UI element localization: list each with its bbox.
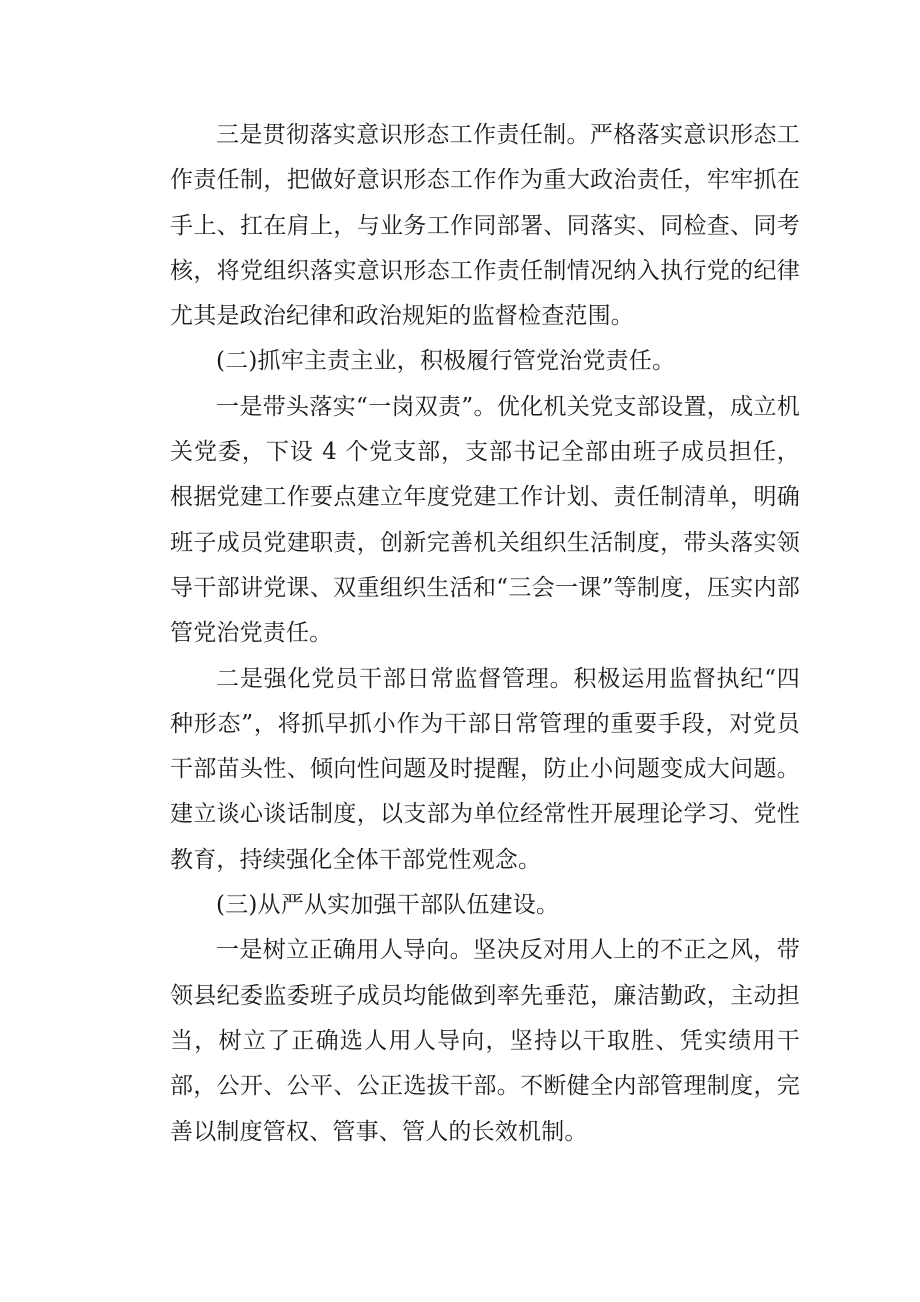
paragraph-employment-orientation: 一是树立正确用人导向。坚决反对用人上的不正之风，带领县纪委监委班子成员均能做到率先垂范，廉洁勤政，主动担当，树立了正确选人用人导向，坚持以干取胜、凭实绩用干部，公开、公平、公正选拔干部。不断健全内部管理制度，完善以制度管权、管事、管人的长效机制。 bbox=[170, 937, 800, 1145]
paragraph-one-post-two-duties: 一是带头落实“一岗双责”。优化机关党支部设置，成立机关党委，下设 4 个党支部，支部书记全部由班子成员担任，根据党建工作要点建立年度党建工作计划、责任制清单，明确班子成员党建职责，创新完善机关组织生活制度，带头落实领导干部讲党课、双重组织生活和“三会一课”等制度，压实内部管党治党责任。 bbox=[170, 393, 800, 647]
section-heading-2: (二)抓牢主责主业，积极履行管党治党责任。 bbox=[216, 348, 676, 375]
section-heading-3: (三)从严从实加强干部队伍建设。 bbox=[216, 892, 560, 919]
paragraph-ideology-responsibility: 三是贯彻落实意识形态工作责任制。严格落实意识形态工作责任制，把做好意识形态工作作为重大政治责任，牢牢抓在手上、扛在肩上，与业务工作同部署、同落实、同检查、同考核，将党组织落实意识形态工作责任制情况纳入执行党的纪律尤其是政治纪律和政治规矩的监督检查范围。 bbox=[170, 122, 800, 330]
paragraph-daily-supervision: 二是强化党员干部日常监督管理。积极运用监督执纪“四种形态”，将抓早抓小作为干部日常管理的重要手段，对党员干部苗头性、倾向性问题及时提醒，防止小问题变成大问题。建立谈心谈话制度，以支部为单位经常性开展理论学习、党性教育，持续强化全体干部党性观念。 bbox=[170, 665, 800, 873]
document-body bbox=[170, 113, 800, 1155]
